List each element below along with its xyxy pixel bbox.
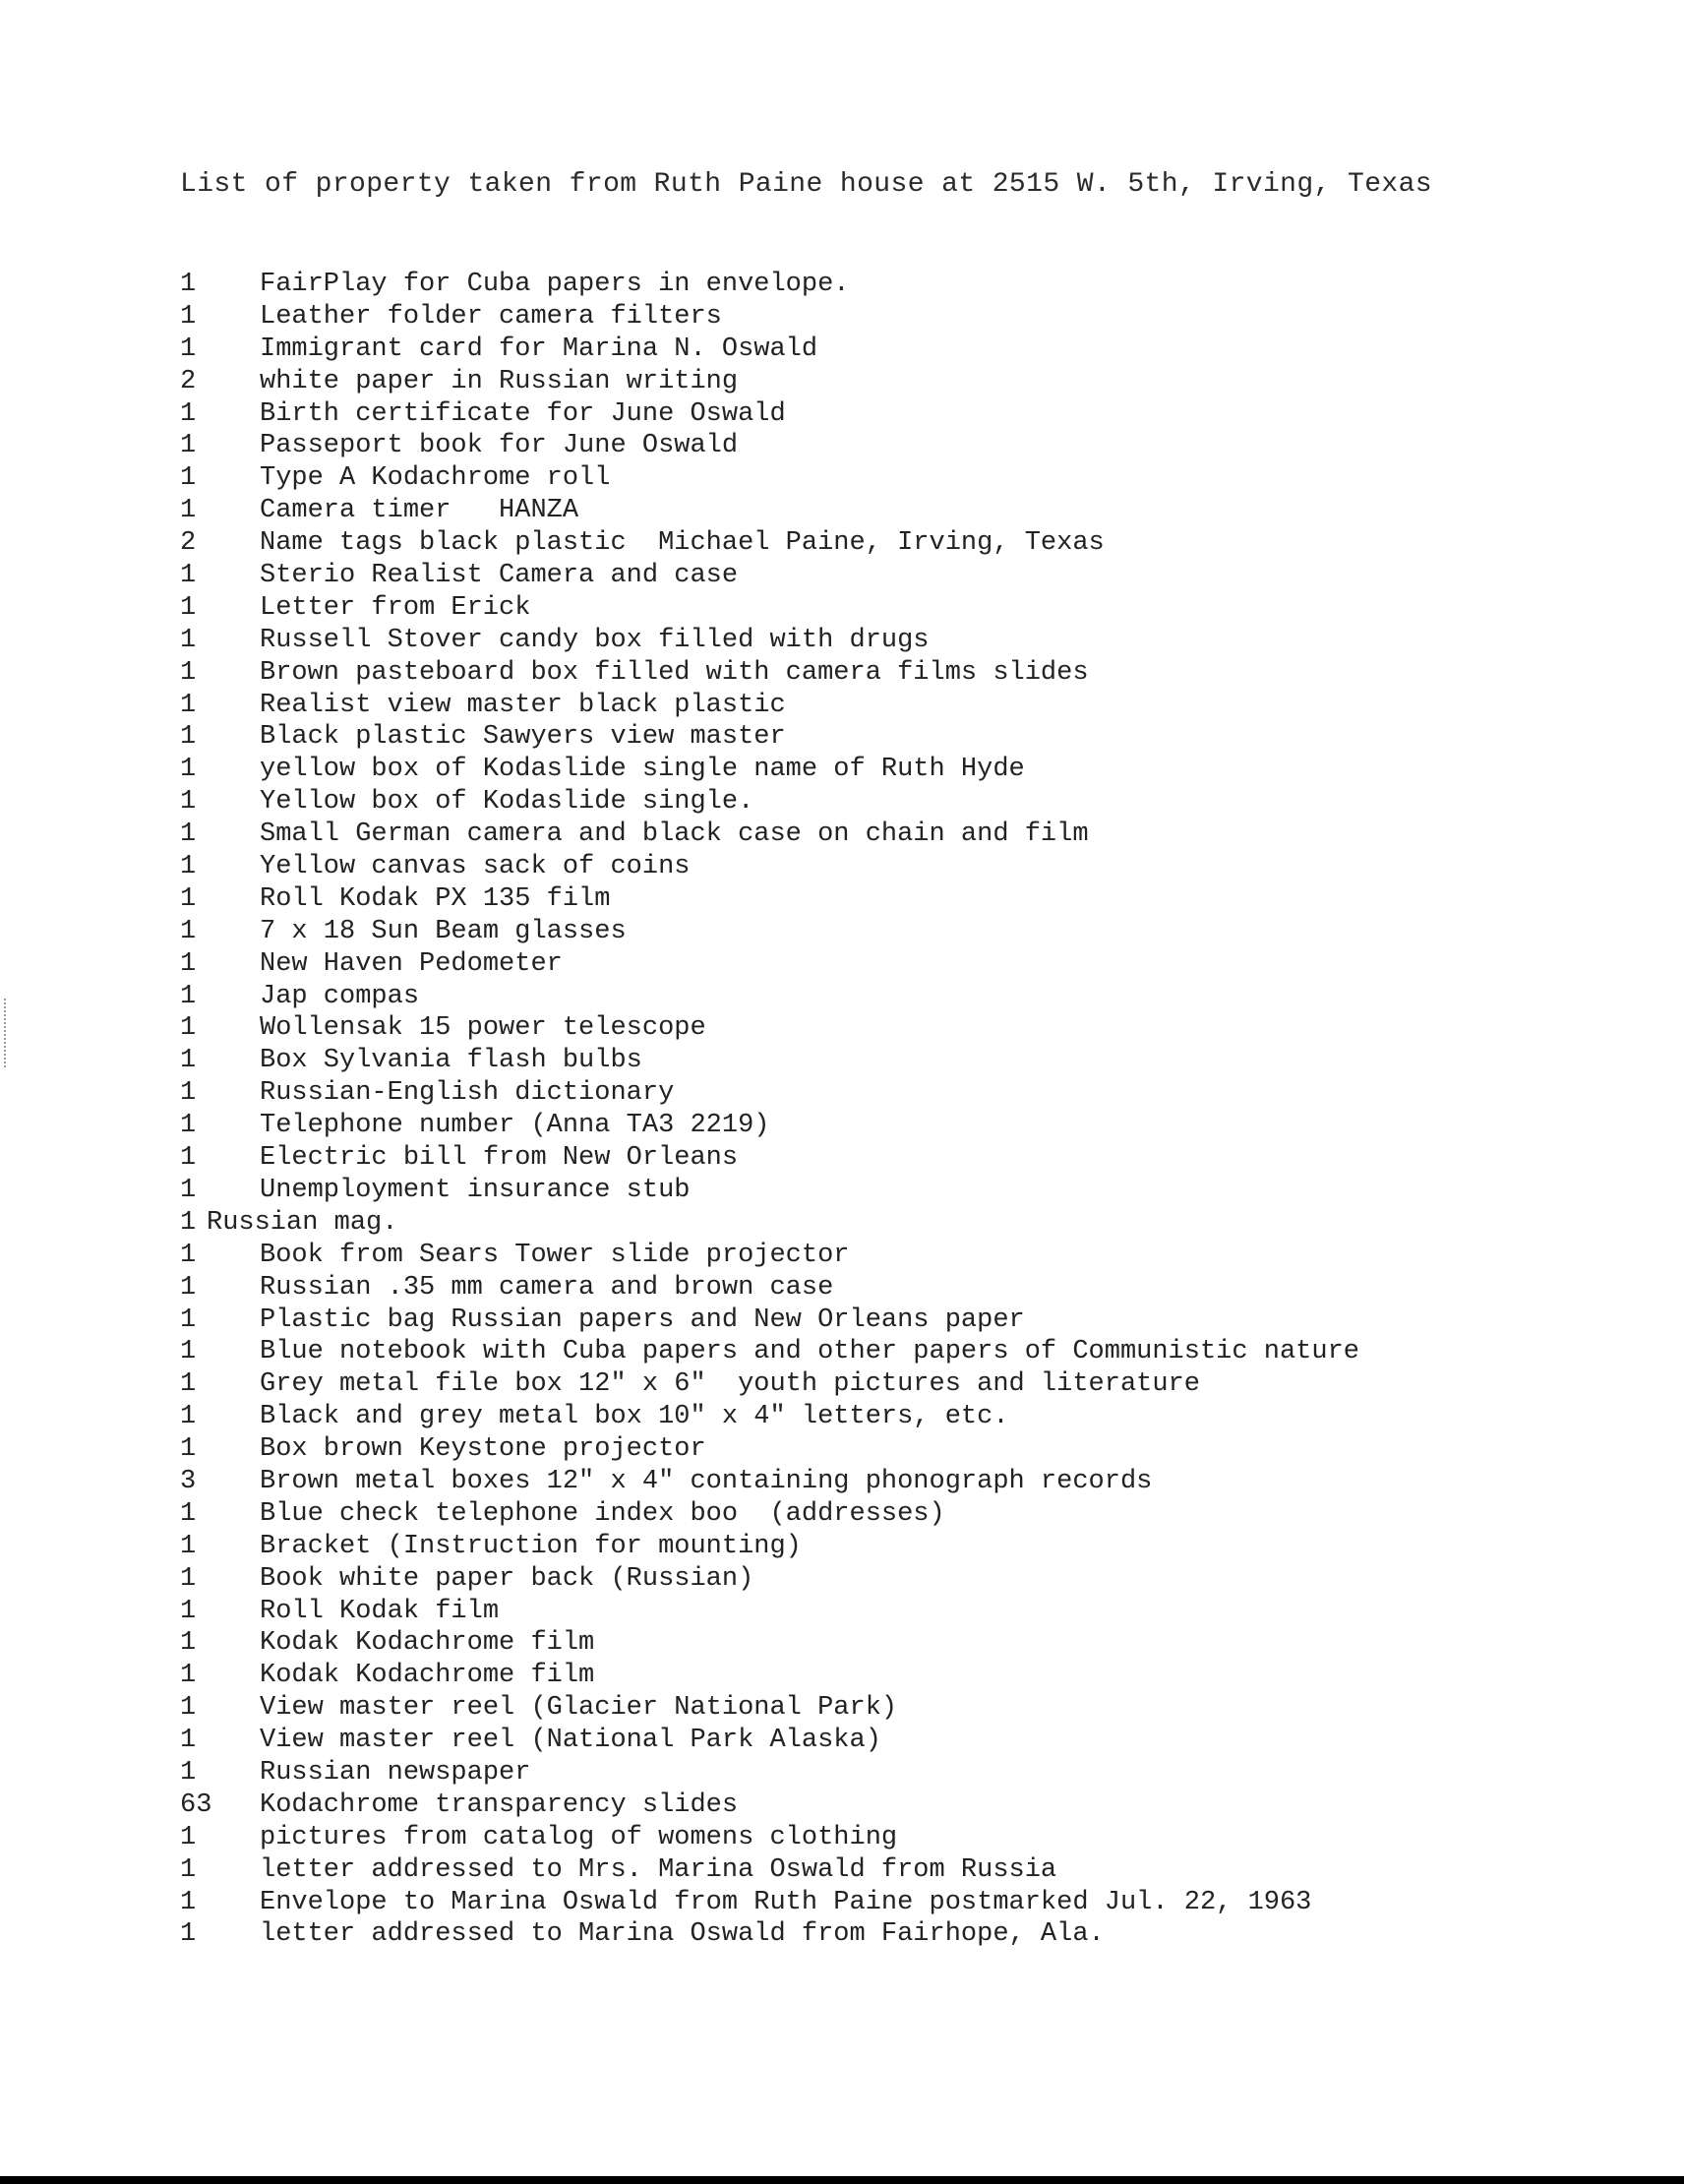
list-item — [0, 819, 1684, 852]
list-item — [0, 463, 1684, 496]
item-quantity: 1 — [180, 948, 197, 979]
list-item — [0, 1564, 1684, 1597]
item-description: letter addressed to Mrs. Marina Oswald from Russia — [260, 1854, 1057, 1885]
list-item — [0, 917, 1684, 949]
item-quantity: 3 — [180, 1466, 197, 1496]
item-description: Envelope to Marina Oswald from Ruth Paine postmarked Jul. 22, 1963 — [260, 1887, 1312, 1917]
item-quantity: 2 — [180, 528, 197, 559]
item-quantity: 1 — [180, 1046, 197, 1076]
item-quantity: 1 — [180, 1563, 197, 1594]
item-quantity: 2 — [180, 366, 197, 396]
item-description: Telephone number (Anna TA3 2219) — [260, 1111, 770, 1141]
item-quantity: 1 — [180, 1337, 197, 1367]
list-item — [0, 1597, 1684, 1629]
item-quantity: 1 — [180, 496, 197, 526]
item-quantity: 1 — [180, 592, 197, 623]
scan-bottom-edge — [0, 2176, 1684, 2184]
item-description: Camera timer HANZA — [260, 496, 579, 526]
item-description: Immigrant card for Marina N. Oswald — [260, 334, 818, 364]
list-item — [0, 496, 1684, 528]
item-quantity: 1 — [180, 755, 197, 785]
item-quantity: 1 — [180, 270, 197, 299]
item-quantity: 1 — [180, 1661, 197, 1691]
item-quantity: 1 — [180, 463, 197, 494]
item-description: Blue check telephone index boo (addresses) — [260, 1498, 945, 1529]
item-quantity: 1 — [180, 334, 197, 364]
item-description: Grey metal file box 12" x 6" youth pictures and literature — [260, 1369, 1200, 1400]
list-item — [0, 1241, 1684, 1273]
list-item — [0, 884, 1684, 917]
list-item — [0, 302, 1684, 334]
list-item — [0, 1467, 1684, 1499]
item-quantity: 1 — [180, 1693, 197, 1724]
item-description: 7 x 18 Sun Beam glasses — [260, 916, 627, 946]
item-quantity: 1 — [180, 1240, 197, 1270]
item-quantity: 1 — [180, 1402, 197, 1432]
list-item — [0, 1078, 1684, 1111]
item-description: Roll Kodak PX 135 film — [260, 883, 611, 914]
item-description: pictures from catalog of womens clothing — [260, 1822, 898, 1852]
item-quantity: 1 — [180, 690, 197, 720]
item-description: Electric bill from New Orleans — [260, 1143, 739, 1174]
item-description: Plastic bag Russian papers and New Orleans paper — [260, 1304, 1025, 1335]
item-description: Box brown Keystone projector — [260, 1434, 706, 1465]
list-item — [0, 1919, 1684, 1952]
item-description: Realist view master black plastic — [260, 690, 786, 720]
item-quantity: 1 — [180, 1078, 197, 1109]
list-item — [0, 755, 1684, 787]
item-quantity: 1 — [180, 1175, 197, 1205]
item-description: Book from Sears Tower slide projector — [260, 1240, 850, 1270]
list-item — [0, 787, 1684, 819]
list-item — [0, 1143, 1684, 1176]
list-item — [0, 399, 1684, 432]
item-quantity: 1 — [180, 981, 197, 1011]
list-item — [0, 982, 1684, 1014]
item-quantity: 1 — [180, 916, 197, 946]
list-item — [0, 949, 1684, 982]
item-quantity: 1 — [180, 787, 197, 818]
list-item — [0, 1532, 1684, 1564]
list-item — [0, 722, 1684, 755]
item-quantity: 1 — [180, 1757, 197, 1788]
item-description: yellow box of Kodaslide single name of Ruth Hyde — [260, 755, 1025, 785]
item-quantity: 1 — [180, 1919, 197, 1950]
item-description: Brown pasteboard box filled with camera films slides — [260, 657, 1089, 688]
item-description: Wollensak 15 power telescope — [260, 1013, 706, 1044]
item-quantity: 1 — [180, 1013, 197, 1044]
item-description: Russian-English dictionary — [260, 1078, 675, 1109]
item-description: Yellow canvas sack of coins — [260, 852, 691, 882]
item-quantity: 1 — [180, 1854, 197, 1885]
item-description: View master reel (National Park Alaska) — [260, 1726, 881, 1756]
item-quantity: 1 — [180, 1272, 197, 1303]
list-item — [0, 1046, 1684, 1078]
list-item — [0, 367, 1684, 399]
list-item — [0, 852, 1684, 884]
list-item — [0, 1499, 1684, 1532]
document-title: List of property taken from Ruth Paine house at 2515 W. 5th, Irving, Texas — [180, 169, 1433, 200]
item-description: white paper in Russian writing — [260, 366, 739, 396]
item-quantity: 1 — [180, 1498, 197, 1529]
item-quantity: 1 — [180, 1822, 197, 1852]
item-quantity: 1 — [180, 883, 197, 914]
item-description: Box Sylvania flash bulbs — [260, 1046, 642, 1076]
item-description: letter addressed to Marina Oswald from Fairhope, Ala. — [260, 1919, 1105, 1950]
item-description: Russian mag. — [207, 1207, 398, 1238]
item-quantity: 1 — [180, 852, 197, 882]
item-quantity: 1 — [180, 1434, 197, 1465]
list-item — [0, 1305, 1684, 1338]
item-quantity: 1 — [180, 1207, 197, 1238]
list-item — [0, 1273, 1684, 1305]
list-item — [0, 1111, 1684, 1143]
item-quantity: 1 — [180, 398, 197, 429]
list-item — [0, 1402, 1684, 1434]
list-item — [0, 593, 1684, 626]
list-item — [0, 1176, 1684, 1208]
list-item — [0, 270, 1684, 302]
item-description: Blue notebook with Cuba papers and other papers of Communistic nature — [260, 1337, 1359, 1367]
list-item — [0, 1726, 1684, 1758]
item-quantity: 1 — [180, 625, 197, 655]
item-description: Unemployment insurance stub — [260, 1175, 691, 1205]
list-item — [0, 1337, 1684, 1369]
item-description: Bracket (Instruction for mounting) — [260, 1531, 802, 1561]
list-item — [0, 334, 1684, 367]
item-quantity: 1 — [180, 1369, 197, 1400]
item-quantity: 1 — [180, 1111, 197, 1141]
item-description: Small German camera and black case on chain and film — [260, 819, 1089, 850]
list-item — [0, 431, 1684, 463]
item-quantity: 1 — [180, 1726, 197, 1756]
item-description: Russell Stover candy box filled with drugs — [260, 625, 930, 655]
item-description: Black plastic Sawyers view master — [260, 722, 786, 753]
list-item — [0, 626, 1684, 658]
item-quantity: 1 — [180, 722, 197, 753]
item-quantity: 1 — [180, 431, 197, 461]
item-quantity: 1 — [180, 1143, 197, 1174]
item-description: Birth certificate for June Oswald — [260, 398, 786, 429]
item-description: Kodak Kodachrome film — [260, 1628, 595, 1659]
list-item — [0, 1823, 1684, 1855]
list-item — [0, 1369, 1684, 1402]
item-description: Name tags black plastic Michael Paine, Irving, Texas — [260, 528, 1105, 559]
item-description: Yellow box of Kodaslide single. — [260, 787, 754, 818]
list-item — [0, 561, 1684, 593]
item-description: Letter from Erick — [260, 592, 531, 623]
list-item — [0, 1855, 1684, 1888]
item-description: FairPlay for Cuba papers in envelope. — [260, 270, 850, 299]
item-quantity: 1 — [180, 1887, 197, 1917]
list-item — [0, 1758, 1684, 1790]
item-description: Jap compas — [260, 981, 420, 1011]
item-quantity: 1 — [180, 819, 197, 850]
item-description: Russian newspaper — [260, 1757, 531, 1788]
list-item — [0, 1434, 1684, 1467]
list-item — [0, 1628, 1684, 1661]
item-quantity: 1 — [180, 1531, 197, 1561]
list-item — [0, 1790, 1684, 1823]
item-description: Kodak Kodachrome film — [260, 1661, 595, 1691]
item-quantity: 63 — [180, 1790, 212, 1820]
item-description: Kodachrome transparency slides — [260, 1790, 739, 1820]
item-description: Passeport book for June Oswald — [260, 431, 739, 461]
list-item — [0, 1888, 1684, 1920]
item-description: Leather folder camera filters — [260, 301, 722, 332]
list-item — [0, 1693, 1684, 1726]
item-description: Type A Kodachrome roll — [260, 463, 611, 494]
item-description: Book white paper back (Russian) — [260, 1563, 754, 1594]
item-description: New Haven Pedometer — [260, 948, 563, 979]
property-list — [0, 270, 1684, 1952]
item-description: Black and grey metal box 10" x 4" letters, etc. — [260, 1402, 1009, 1432]
list-item — [0, 691, 1684, 723]
item-description: Roll Kodak film — [260, 1596, 500, 1626]
item-description: View master reel (Glacier National Park) — [260, 1693, 898, 1724]
item-description: Sterio Realist Camera and case — [260, 561, 739, 591]
list-item — [0, 1208, 1684, 1241]
item-quantity: 1 — [180, 561, 197, 591]
item-quantity: 1 — [180, 657, 197, 688]
item-quantity: 1 — [180, 1628, 197, 1659]
item-description: Russian .35 mm camera and brown case — [260, 1272, 834, 1303]
item-description: Brown metal boxes 12" x 4" containing phonograph records — [260, 1466, 1153, 1496]
list-item — [0, 658, 1684, 691]
list-item — [0, 528, 1684, 561]
list-item — [0, 1013, 1684, 1046]
item-quantity: 1 — [180, 1596, 197, 1626]
list-item — [0, 1661, 1684, 1693]
item-quantity: 1 — [180, 1304, 197, 1335]
item-quantity: 1 — [180, 301, 197, 332]
